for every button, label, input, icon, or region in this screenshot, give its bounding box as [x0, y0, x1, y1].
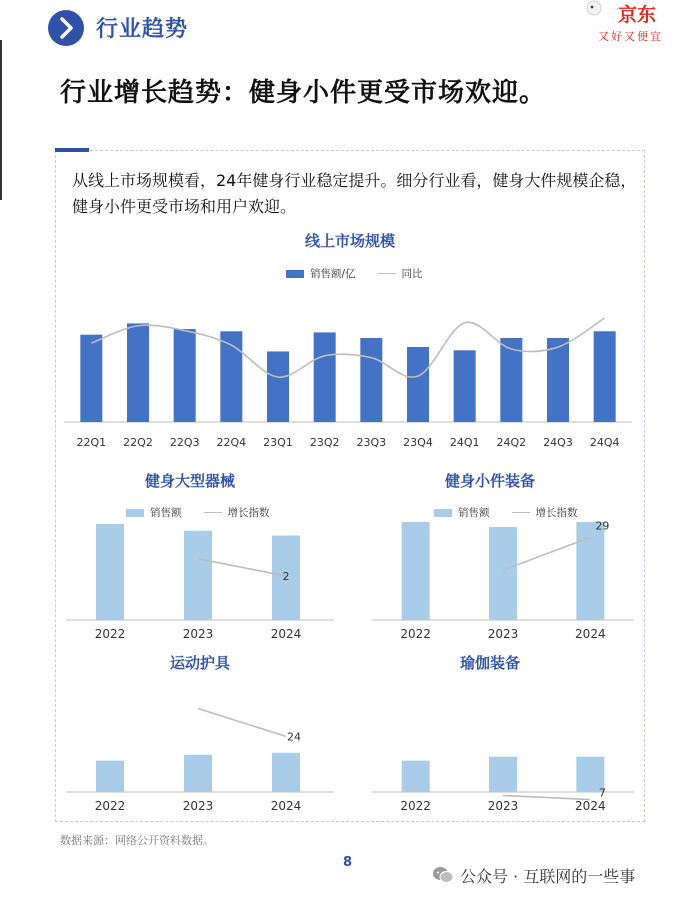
growth-line	[91, 318, 604, 377]
chart-small-equipment	[372, 520, 634, 650]
tick-label-2023: 2023	[182, 799, 214, 813]
main-chart-title: 线上市场规模	[304, 232, 395, 250]
tick-label-23Q4: 23Q4	[403, 436, 433, 449]
tick-label-23Q2: 23Q2	[309, 436, 340, 449]
chart-large-equipment	[66, 520, 342, 650]
chevron-right-icon	[48, 10, 84, 46]
bar-2023	[489, 757, 517, 792]
legend-line-label: 增长指数	[227, 507, 270, 519]
tick-label-24Q1: 24Q1	[449, 436, 480, 449]
data-label-2024: 29	[595, 520, 610, 533]
tick-label-2023: 2023	[487, 799, 519, 813]
chart-title-yoga-equipment: 瑜伽装备	[459, 654, 520, 672]
watermark-text: 公众号 · 互联网的一些事	[460, 867, 636, 886]
bar-22Q1	[80, 335, 102, 422]
bar-23Q4	[407, 347, 429, 422]
legend-bar-swatch	[434, 509, 452, 517]
tick-label-22Q1: 22Q1	[76, 436, 107, 449]
growth-line	[198, 709, 286, 737]
main-chart	[60, 300, 640, 460]
tick-label-22Q2: 22Q2	[123, 436, 153, 449]
legend-line-swatch	[204, 512, 222, 513]
edge-mark	[0, 40, 2, 200]
bar-2023	[184, 755, 212, 792]
bar-22Q3	[174, 329, 196, 422]
page-title: 行业增长趋势：健身小件更受市场欢迎。	[60, 78, 547, 108]
tick-label-2023: 2023	[182, 627, 214, 641]
chart-legend-large-equipment	[126, 505, 270, 520]
bar-2023	[184, 531, 212, 620]
tick-label-24Q2: 24Q2	[496, 436, 527, 449]
tick-label-2022: 2022	[94, 627, 126, 641]
bar-24Q1	[454, 350, 476, 422]
panel-accent	[55, 148, 89, 152]
legend-bar-swatch	[126, 509, 144, 517]
bar-2022	[402, 761, 430, 792]
page-number: 8	[343, 855, 353, 870]
legend-line-label: 增长指数	[535, 507, 578, 519]
bar-2024	[576, 522, 604, 620]
tick-label-2024: 2024	[270, 799, 302, 813]
legend-bar-label: 销售额	[150, 507, 182, 519]
tick-label-22Q3: 22Q3	[169, 436, 200, 449]
section-title: 行业趋势	[96, 17, 189, 42]
bar-23Q2	[314, 332, 336, 422]
chart-title-small-equipment: 健身小件装备	[444, 472, 535, 490]
bar-2022	[96, 761, 124, 792]
bar-22Q2	[127, 323, 149, 422]
intro-text: 从线上市场规模看，24年健身行业稳定提升。细分行业看，健身大件规模企稳，健身小件更受市场和用户欢迎。	[72, 171, 637, 216]
tick-label-2022: 2022	[94, 799, 126, 813]
chart-legend-small-equipment	[434, 505, 578, 520]
tick-label-2022: 2022	[400, 799, 431, 813]
data-label-2024: 2	[282, 570, 290, 584]
tick-label-2022: 2022	[400, 627, 431, 641]
tick-label-23Q1: 23Q1	[263, 436, 293, 449]
bar-24Q3	[547, 338, 569, 422]
bar-24Q4	[594, 331, 616, 422]
mascot-icon	[582, 0, 610, 20]
tick-label-2023: 2023	[487, 627, 519, 641]
legend-bar-label: 销售额	[458, 507, 490, 519]
bar-2023	[489, 527, 517, 620]
data-label-2024: 7	[598, 786, 606, 800]
legend-line-label: 同比	[401, 268, 423, 280]
data-source-note: 数据来源：网络公开资料数据。	[60, 834, 214, 847]
tick-label-24Q4: 24Q4	[589, 436, 620, 449]
brand-logo: 京东	[618, 4, 657, 26]
tick-label-23Q3: 23Q3	[356, 436, 387, 449]
chart-title-large-equipment: 健身大型器械	[144, 472, 235, 490]
tick-label-2024: 2024	[575, 627, 606, 641]
chart-protective-gear	[66, 690, 342, 820]
chart-title-protective-gear: 运动护具	[169, 654, 230, 672]
main-chart-legend	[286, 266, 423, 281]
bar-2022	[96, 524, 124, 620]
bar-23Q3	[360, 338, 382, 422]
legend-line-swatch	[378, 273, 396, 274]
legend-line-swatch	[512, 512, 530, 513]
tick-label-24Q3: 24Q3	[543, 436, 573, 449]
bar-23Q1	[267, 351, 289, 422]
tick-label-2024: 2024	[575, 799, 606, 813]
tick-label-22Q4: 22Q4	[216, 436, 247, 449]
tick-label-2024: 2024	[270, 627, 302, 641]
bar-2022	[402, 522, 430, 620]
legend-bar-swatch	[286, 270, 304, 278]
bar-2024	[272, 753, 300, 792]
data-label-2024: 24	[287, 730, 301, 744]
wechat-icon	[432, 866, 454, 884]
brand-slogan: 又好又便宜	[598, 30, 663, 43]
chart-yoga-equipment	[372, 690, 634, 820]
legend-bar-label: 销售额/亿	[310, 268, 356, 280]
